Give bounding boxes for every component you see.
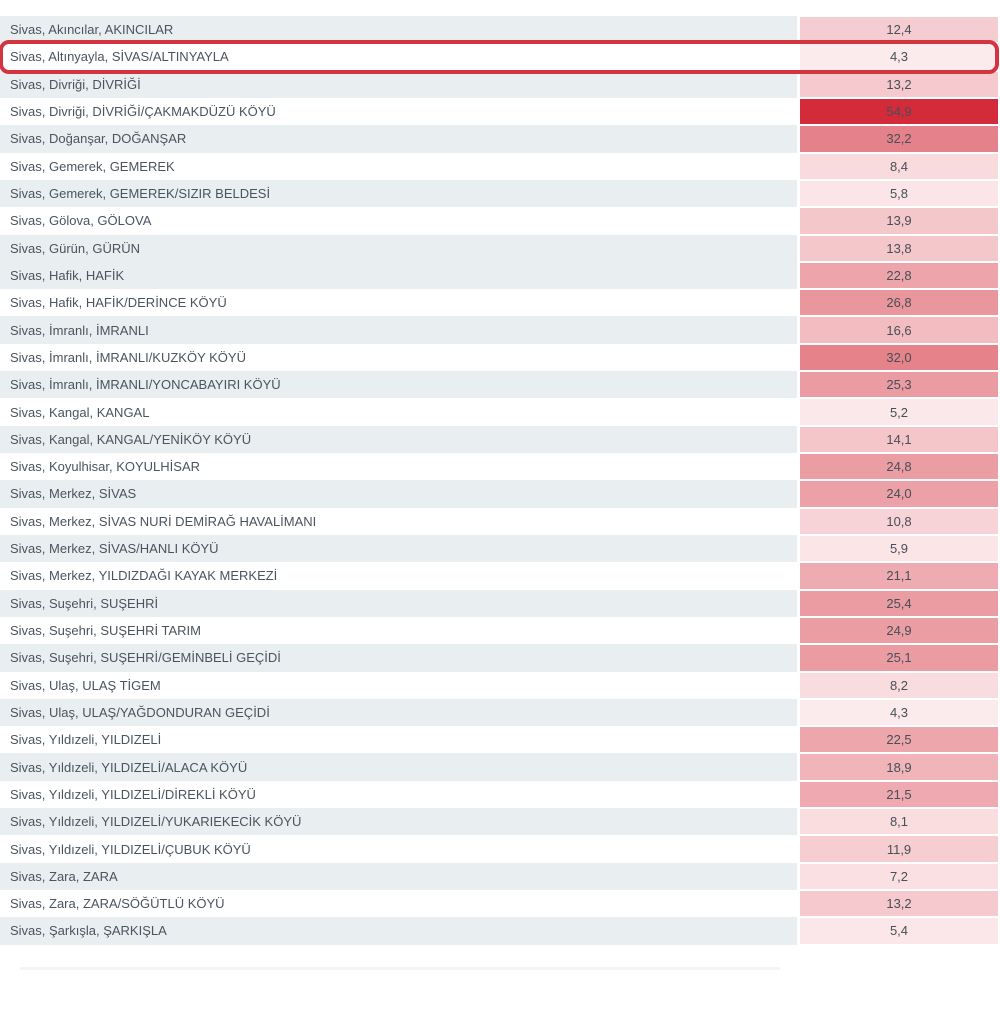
location-label: Sivas, Koyulhisar, KOYULHİSAR [0, 453, 797, 480]
value-cell: 11,9 [797, 835, 998, 862]
table-row[interactable] [0, 453, 998, 480]
location-label: Sivas, Merkez, YILDIZDAĞI KAYAK MERKEZİ [0, 562, 797, 589]
table-row[interactable] [0, 726, 998, 753]
footer-divider [20, 967, 780, 970]
table-row[interactable] [0, 863, 998, 890]
table-row[interactable] [0, 398, 998, 425]
value-cell: 7,2 [797, 863, 998, 890]
value-cell: 25,1 [797, 644, 998, 671]
table-row[interactable] [0, 535, 998, 562]
table-row[interactable] [0, 917, 998, 944]
location-label: Sivas, Yıldızeli, YILDIZELİ [0, 726, 797, 753]
table-row[interactable] [0, 125, 998, 152]
table-row[interactable] [0, 262, 998, 289]
table-row[interactable] [0, 808, 998, 835]
value-cell: 12,4 [797, 16, 998, 43]
location-label: Sivas, Akıncılar, AKINCILAR [0, 16, 797, 43]
location-label: Sivas, Zara, ZARA/SÖĞÜTLÜ KÖYÜ [0, 890, 797, 917]
location-label: Sivas, Merkez, SİVAS [0, 480, 797, 507]
table-row[interactable] [0, 371, 998, 398]
location-label: Sivas, Gölova, GÖLOVA [0, 207, 797, 234]
table-row[interactable] [0, 890, 998, 917]
value-cell: 18,9 [797, 753, 998, 780]
location-label: Sivas, Suşehri, SUŞEHRİ [0, 590, 797, 617]
table-row[interactable] [0, 753, 998, 780]
value-cell: 8,2 [797, 672, 998, 699]
value-cell: 10,8 [797, 508, 998, 535]
value-cell: 8,4 [797, 153, 998, 180]
table-row[interactable] [0, 316, 998, 343]
table-row[interactable] [0, 644, 998, 671]
table-row[interactable] [0, 617, 998, 644]
table-row[interactable] [0, 781, 998, 808]
location-label: Sivas, Şarkışla, ŞARKIŞLA [0, 917, 797, 944]
location-label: Sivas, Yıldızeli, YILDIZELİ/YUKARIEKECİK KÖYÜ [0, 808, 797, 835]
location-label: Sivas, Altınyayla, SİVAS/ALTINYAYLA [0, 43, 797, 70]
location-label: Sivas, Merkez, SİVAS NURİ DEMİRAĞ HAVALİMANI [0, 508, 797, 535]
location-label: Sivas, Divriği, DİVRİĞİ [0, 71, 797, 98]
location-label: Sivas, Hafik, HAFİK/DERİNCE KÖYÜ [0, 289, 797, 316]
location-label: Sivas, İmranlı, İMRANLI/YONCABAYIRI KÖYÜ [0, 371, 797, 398]
table-row[interactable] [0, 672, 998, 699]
value-cell: 14,1 [797, 426, 998, 453]
value-cell: 25,4 [797, 590, 998, 617]
location-label: Sivas, Kangal, KANGAL [0, 398, 797, 425]
value-cell: 54,9 [797, 98, 998, 125]
table-row[interactable] [0, 235, 998, 262]
location-label: Sivas, Kangal, KANGAL/YENİKÖY KÖYÜ [0, 426, 797, 453]
location-label: Sivas, Yıldızeli, YILDIZELİ/ÇUBUK KÖYÜ [0, 835, 797, 862]
value-cell: 13,9 [797, 207, 998, 234]
table-row[interactable] [0, 562, 998, 589]
value-cell: 24,0 [797, 480, 998, 507]
location-label: Sivas, İmranlı, İMRANLI/KUZKÖY KÖYÜ [0, 344, 797, 371]
location-label: Sivas, Suşehri, SUŞEHRİ TARIM [0, 617, 797, 644]
table-row[interactable] [0, 289, 998, 316]
value-cell: 26,8 [797, 289, 998, 316]
location-label: Sivas, Gemerek, GEMEREK [0, 153, 797, 180]
table-row[interactable] [0, 98, 998, 125]
value-cell: 22,8 [797, 262, 998, 289]
location-label: Sivas, Ulaş, ULAŞ TİGEM [0, 672, 797, 699]
location-label: Sivas, Ulaş, ULAŞ/YAĞDONDURAN GEÇİDİ [0, 699, 797, 726]
value-cell: 5,8 [797, 180, 998, 207]
table-row[interactable] [0, 508, 998, 535]
location-label: Sivas, Divriği, DİVRİĞİ/ÇAKMAKDÜZÜ KÖYÜ [0, 98, 797, 125]
location-label: Sivas, Hafik, HAFİK [0, 262, 797, 289]
value-cell: 32,0 [797, 344, 998, 371]
table-row[interactable] [0, 480, 998, 507]
location-label: Sivas, Zara, ZARA [0, 863, 797, 890]
table-row[interactable] [0, 699, 998, 726]
location-label: Sivas, İmranlı, İMRANLI [0, 316, 797, 343]
value-cell: 13,8 [797, 235, 998, 262]
location-label: Sivas, Gemerek, GEMEREK/SIZIR BELDESİ [0, 180, 797, 207]
value-cell: 5,4 [797, 917, 998, 944]
value-cell: 13,2 [797, 890, 998, 917]
value-cell: 24,9 [797, 617, 998, 644]
location-label: Sivas, Yıldızeli, YILDIZELİ/DİREKLİ KÖYÜ [0, 781, 797, 808]
location-label: Sivas, Merkez, SİVAS/HANLI KÖYÜ [0, 535, 797, 562]
table-row[interactable] [0, 43, 998, 70]
table-row[interactable] [0, 590, 998, 617]
table-row[interactable] [0, 153, 998, 180]
table-row[interactable] [0, 835, 998, 862]
value-cell: 4,3 [797, 43, 998, 70]
value-cell: 32,2 [797, 125, 998, 152]
table-row[interactable] [0, 16, 998, 43]
value-cell: 21,1 [797, 562, 998, 589]
value-cell: 16,6 [797, 316, 998, 343]
location-label: Sivas, Suşehri, SUŞEHRİ/GEMİNBELİ GEÇİDİ [0, 644, 797, 671]
value-cell: 13,2 [797, 71, 998, 98]
table-row[interactable] [0, 344, 998, 371]
table-row[interactable] [0, 426, 998, 453]
table-row[interactable] [0, 180, 998, 207]
location-label: Sivas, Yıldızeli, YILDIZELİ/ALACA KÖYÜ [0, 753, 797, 780]
value-cell: 22,5 [797, 726, 998, 753]
table-row[interactable] [0, 71, 998, 98]
value-cell: 25,3 [797, 371, 998, 398]
value-cell: 5,2 [797, 398, 998, 425]
location-value-table [0, 16, 998, 945]
value-cell: 5,9 [797, 535, 998, 562]
value-cell: 24,8 [797, 453, 998, 480]
location-label: Sivas, Gürün, GÜRÜN [0, 235, 797, 262]
value-cell: 8,1 [797, 808, 998, 835]
value-cell: 21,5 [797, 781, 998, 808]
value-cell: 4,3 [797, 699, 998, 726]
table-row[interactable] [0, 207, 998, 234]
location-label: Sivas, Doğanşar, DOĞANŞAR [0, 125, 797, 152]
